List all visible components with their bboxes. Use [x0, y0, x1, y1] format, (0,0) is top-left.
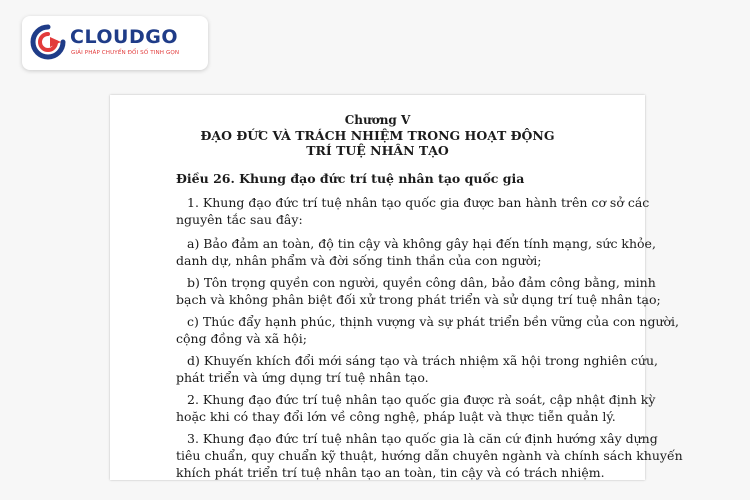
chapter-title-line-1: ĐẠO ĐỨC VÀ TRÁCH NHIỆM TRONG HOẠT ĐỘNG	[200, 128, 555, 143]
logo-name: CLOUDGO	[70, 26, 178, 48]
article-heading: Điều 26. Khung đạo đức trí tuệ nhân tạo quốc gia	[176, 171, 525, 186]
body-line: danh dự, nhân phẩm và đời sống tinh thần của con người;	[176, 253, 542, 268]
body-line: nguyên tắc sau đây:	[176, 212, 303, 227]
cloudgo-logo-icon	[30, 24, 66, 60]
body-line: khích phát triển trí tuệ nhân tạo an toàn, tin cậy và có trách nhiệm.	[176, 465, 605, 480]
document-page	[110, 95, 683, 480]
logo-tagline: GIẢI PHÁP CHUYỂN ĐỔI SỐ TINH GỌN	[71, 50, 180, 56]
body-line: a) Bảo đảm an toàn, độ tin cậy và không gây hại đến tính mạng, sức khỏe,	[187, 236, 656, 251]
body-line: 1. Khung đạo đức trí tuệ nhân tạo quốc gia được ban hành trên cơ sở các	[187, 195, 650, 210]
body-line: 3. Khung đạo đức trí tuệ nhân tạo quốc gia là căn cứ định hướng xây dựng	[187, 431, 658, 446]
body-line: cộng đồng và xã hội;	[176, 331, 307, 346]
chapter-title-line-2: TRÍ TUỆ NHÂN TẠO	[306, 143, 449, 158]
body-line: phát triển và ứng dụng trí tuệ nhân tạo.	[176, 370, 429, 385]
body-line: 2. Khung đạo đức trí tuệ nhân tạo quốc gia được rà soát, cập nhật định kỳ	[187, 392, 656, 407]
chapter-heading: Chương V	[344, 113, 411, 127]
cloudgo-logo	[22, 16, 208, 70]
body-line: tiêu chuẩn, quy chuẩn kỹ thuật, hướng dẫn chuyên ngành và chính sách khuyến	[176, 448, 683, 463]
body-line: c) Thúc đẩy hạnh phúc, thịnh vượng và sự phát triển bền vững của con người,	[187, 314, 680, 329]
body-line: b) Tôn trọng quyền con người, quyền công dân, bảo đảm công bằng, minh	[187, 275, 656, 290]
body-line: hoặc khi có thay đổi lớn về công nghệ, pháp luật và thực tiễn quản lý.	[176, 409, 616, 424]
body-line: d) Khuyến khích đổi mới sáng tạo và trách nhiệm xã hội trong nghiên cứu,	[187, 353, 659, 368]
body-line: bạch và không phân biệt đối xử trong phát triển và sử dụng trí tuệ nhân tạo;	[176, 292, 661, 307]
